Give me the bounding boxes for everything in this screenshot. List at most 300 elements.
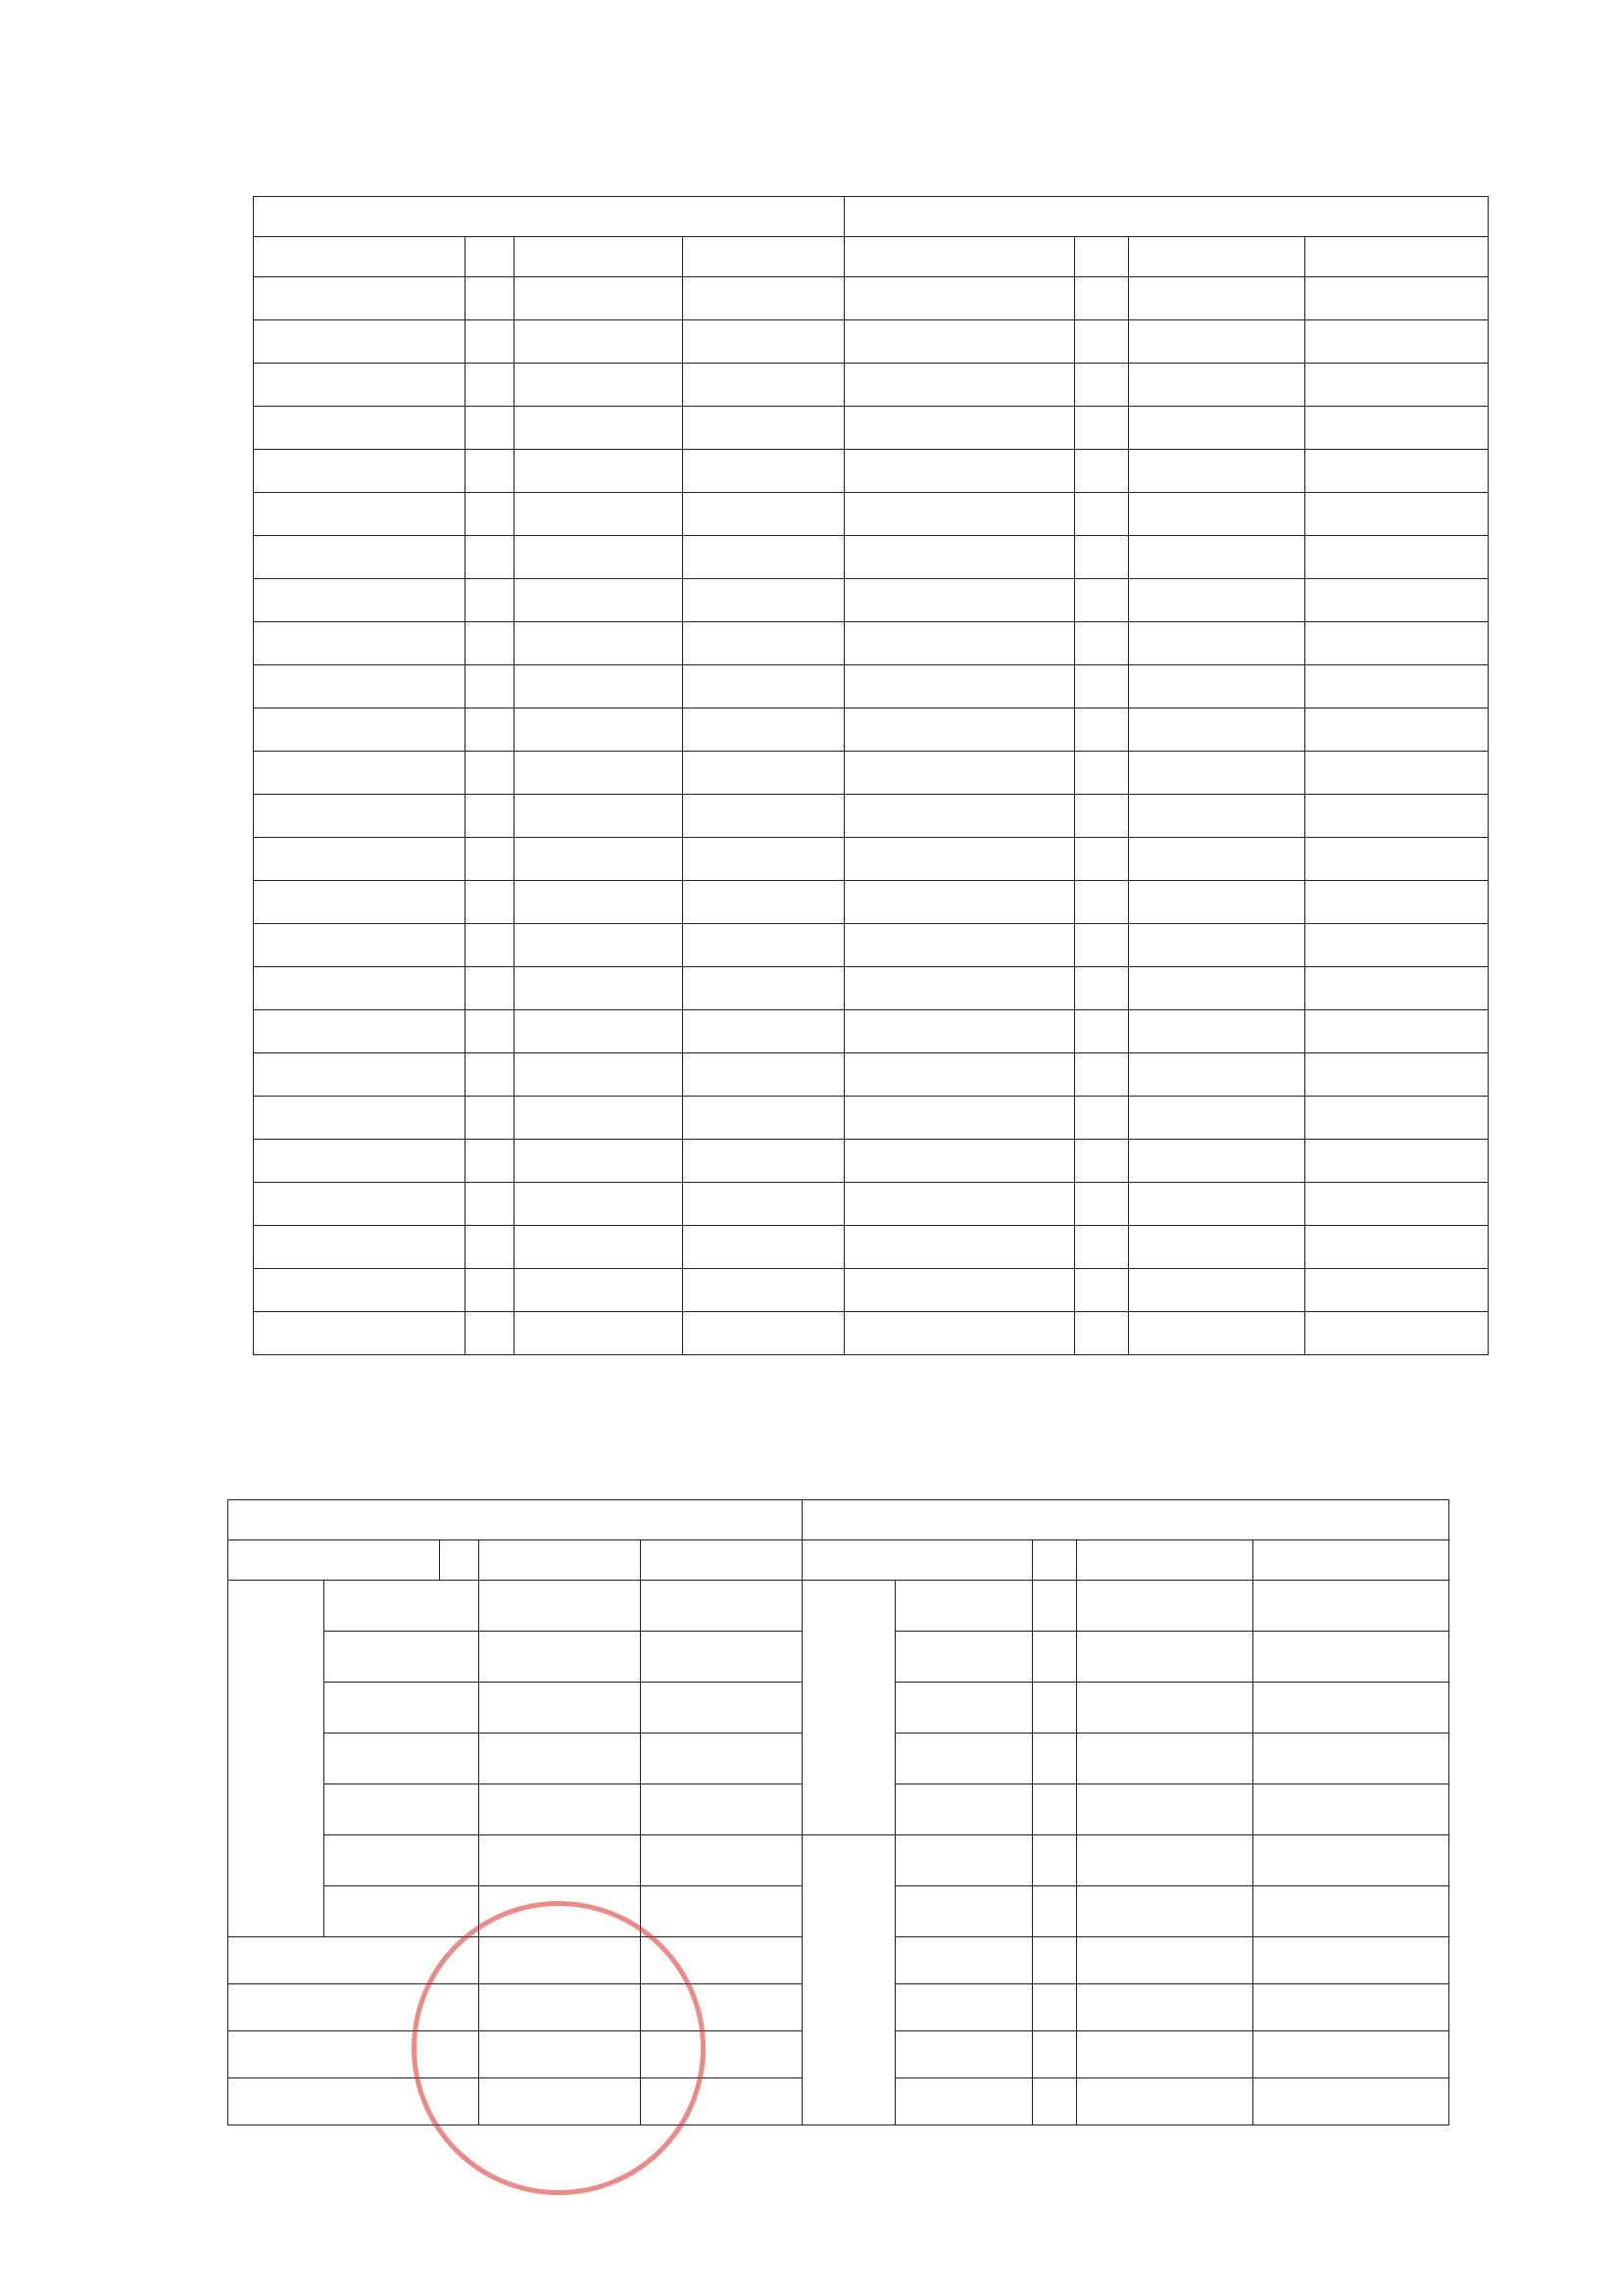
table-cell [1075,364,1129,407]
table-cell [1305,967,1489,1010]
table-row [254,708,1489,752]
table-cell [1075,493,1129,536]
table-cell [1077,1683,1253,1734]
table-cell [1305,665,1489,708]
table-cell [1033,1784,1077,1835]
table-cell [1305,1140,1489,1183]
table-cell [1033,1581,1077,1632]
table-cell [1253,1835,1449,1886]
table-row [254,665,1489,708]
table-cell [1075,708,1129,752]
table-cell [683,881,845,924]
table-cell [683,1097,845,1140]
table-cell [1305,1269,1489,1312]
column-header [1033,1540,1077,1581]
column-header [683,237,845,277]
table-cell [1075,924,1129,967]
table-cell [465,277,514,320]
table-cell [896,1886,1033,1937]
table-cell [896,1632,1033,1683]
table-cell [479,1581,641,1632]
table-cell [324,1683,479,1734]
column-header [514,237,683,277]
table-cell [1129,1183,1305,1226]
table-cell [254,924,465,967]
appendix-table [227,1499,1449,2125]
table-cell [324,1581,479,1632]
table-row [254,536,1489,579]
table-row [254,1269,1489,1312]
table-cell [845,1140,1075,1183]
table-cell [254,795,465,838]
table-cell [324,1632,479,1683]
table-cell [514,450,683,493]
table-cell [1129,1010,1305,1053]
table-cell [514,1010,683,1053]
table-row [254,881,1489,924]
table-cell [1075,1226,1129,1269]
column-header [845,237,1075,277]
table-cell [845,277,1075,320]
table-cell [845,1097,1075,1140]
column-header [465,237,514,277]
table-row [254,493,1489,536]
table-row [254,450,1489,493]
table-cell [683,1183,845,1226]
table-cell [641,1886,803,1937]
table-cell [465,1269,514,1312]
table-cell [324,1784,479,1835]
table-cell [845,881,1075,924]
table-cell [1305,364,1489,407]
table-cell [1033,1632,1077,1683]
table-cell [845,967,1075,1010]
table-cell [465,967,514,1010]
table-cell [465,1053,514,1097]
table-cell [1129,407,1305,450]
table-cell [683,752,845,795]
table-cell [1129,1312,1305,1355]
table-cell [514,838,683,881]
table-row [228,1835,1449,1886]
table-cell [683,622,845,665]
table-cell [1129,924,1305,967]
table-cell [845,320,1075,364]
table-cell [1129,795,1305,838]
table-cell [1075,967,1129,1010]
table-cell [514,1053,683,1097]
table-cell [896,2031,1033,2078]
table-cell [254,1140,465,1183]
table-cell [1305,1053,1489,1097]
table-cell [1129,1269,1305,1312]
table-cell [1129,493,1305,536]
table-cell [641,1683,803,1734]
table-cell [254,622,465,665]
table-cell [1129,881,1305,924]
table-cell [1305,708,1489,752]
table-cell [1305,924,1489,967]
table-cell [1129,1053,1305,1097]
table-cell [1129,967,1305,1010]
table-cell [254,1010,465,1053]
table-cell [1253,1984,1449,2031]
table-cell [1305,838,1489,881]
table-cell [641,1632,803,1683]
table-cell [896,1683,1033,1734]
table-cell [1253,1886,1449,1937]
table-row [254,924,1489,967]
table-cell [254,1226,465,1269]
table-cell [1033,2031,1077,2078]
table-cell [1077,1734,1253,1784]
column-header [1253,1540,1449,1581]
table-cell [1075,1053,1129,1097]
table-cell [845,579,1075,622]
table-cell [1305,450,1489,493]
column-header [1129,237,1305,277]
table-cell [683,1269,845,1312]
table-cell [845,1053,1075,1097]
table-cell [683,708,845,752]
table-cell [1129,579,1305,622]
table-row [254,838,1489,881]
table-cell [1305,622,1489,665]
table-cell [465,1183,514,1226]
table-cell [514,622,683,665]
table-cell [514,1140,683,1183]
column-header [1077,1540,1253,1581]
table-cell [1253,1581,1449,1632]
table-row [254,795,1489,838]
table-cell [1129,1226,1305,1269]
table-cell [1129,838,1305,881]
table-cell [465,1312,514,1355]
table-cell [1305,536,1489,579]
table-cell [465,1140,514,1183]
table-cell [1033,2078,1077,2125]
table-cell [683,579,845,622]
table-cell [254,665,465,708]
table-cell [465,1097,514,1140]
official-seal [412,1901,706,2195]
table-cell [465,924,514,967]
table-cell [1253,1784,1449,1835]
table-cell [465,752,514,795]
table-cell [1305,1312,1489,1355]
table-cell [1129,665,1305,708]
table-row [254,1140,1489,1183]
table-cell [514,1183,683,1226]
liab-section-header [845,197,1489,237]
table-cell [896,1835,1033,1886]
table-cell [641,1581,803,1632]
table-cell [1305,407,1489,450]
table-cell [254,277,465,320]
table-cell [683,320,845,364]
table-cell [514,277,683,320]
table-cell [896,1581,1033,1632]
table-cell [514,795,683,838]
table-cell [1075,536,1129,579]
table-cell [683,838,845,881]
table-cell [683,1053,845,1097]
table-cell [1077,2031,1253,2078]
table-cell [1075,622,1129,665]
table-cell [1305,1226,1489,1269]
table-cell [641,1784,803,1835]
table-cell [1075,881,1129,924]
table-cell [845,1269,1075,1312]
table-cell [845,1010,1075,1053]
table-cell [1075,579,1129,622]
table-cell [641,1835,803,1886]
table-cell [845,665,1075,708]
table-cell [1077,2078,1253,2125]
column-header [254,237,465,277]
table-cell [1253,2031,1449,2078]
liab-group-label [803,1581,896,1835]
table-cell [683,450,845,493]
table-cell [1075,450,1129,493]
table-cell [896,1984,1033,2031]
asset-group-label [228,1581,324,1937]
table-cell [465,795,514,838]
table-cell [1253,1937,1449,1984]
column-header [228,1540,440,1581]
column-header [803,1540,1033,1581]
table-cell [514,493,683,536]
table-cell [683,277,845,320]
table-cell [1305,320,1489,364]
table-cell [1253,1683,1449,1734]
table-cell [254,536,465,579]
table-cell [514,1226,683,1269]
table-cell [254,881,465,924]
table-cell [514,1097,683,1140]
table-cell [845,407,1075,450]
table-cell [641,1734,803,1784]
table-row [254,1226,1489,1269]
table-cell [1075,795,1129,838]
table-cell [254,708,465,752]
table-cell [683,795,845,838]
table-cell [845,752,1075,795]
asset-section-header [254,197,845,237]
table-cell [254,450,465,493]
table-cell [1033,1984,1077,2031]
table-cell [465,407,514,450]
table-row [254,579,1489,622]
table-cell [465,881,514,924]
table-row [254,1312,1489,1355]
table-cell [845,450,1075,493]
table-cell [1033,1835,1077,1886]
table-cell [479,1784,641,1835]
table-cell [1075,320,1129,364]
table-cell [845,1226,1075,1269]
table-cell [896,2078,1033,2125]
column-header [479,1540,641,1581]
column-header [641,1540,803,1581]
table-cell [465,579,514,622]
table-cell [1033,1734,1077,1784]
table-cell [465,1226,514,1269]
table-cell [1129,320,1305,364]
table-cell [1305,277,1489,320]
table-cell [479,1835,641,1886]
table-row [254,1053,1489,1097]
table-cell [1033,1683,1077,1734]
table-cell [465,493,514,536]
table-row [254,622,1489,665]
table-cell [1129,364,1305,407]
table-cell [465,622,514,665]
table-cell [1305,752,1489,795]
table-cell [465,536,514,579]
table-cell [1305,1097,1489,1140]
table-cell [254,1312,465,1355]
table-cell [254,493,465,536]
table-cell [479,1632,641,1683]
table-cell [514,407,683,450]
table-cell [1129,1097,1305,1140]
table-cell [1129,536,1305,579]
table-cell [845,838,1075,881]
table-cell [1253,1632,1449,1683]
table-cell [254,320,465,364]
table-cell [1075,407,1129,450]
table-cell [1075,277,1129,320]
table-cell [1075,752,1129,795]
table-cell [896,1784,1033,1835]
table-cell [254,1053,465,1097]
table-cell [683,1010,845,1053]
table-cell [1077,1937,1253,1984]
table-cell [514,967,683,1010]
table-cell [896,1937,1033,1984]
table-cell [254,364,465,407]
table-cell [254,752,465,795]
table-cell [683,536,845,579]
table-cell [514,364,683,407]
table-cell [683,1312,845,1355]
table-cell [683,407,845,450]
table-cell [254,1183,465,1226]
table-cell [845,364,1075,407]
table-cell [324,1734,479,1784]
table-cell [254,1269,465,1312]
table-cell [254,407,465,450]
column-header [440,1540,479,1581]
balance-sheet-table [253,196,1489,1355]
table-cell [514,665,683,708]
liab-group-label [803,1835,896,2125]
table-cell [845,924,1075,967]
table-cell [1033,1937,1077,1984]
table-cell [1129,1140,1305,1183]
table-cell [514,708,683,752]
table-cell [845,795,1075,838]
table-row [228,1581,1449,1632]
table-cell [845,536,1075,579]
appendix-liab-header [803,1500,1449,1540]
table-row [254,1097,1489,1140]
table-cell [1075,1269,1129,1312]
table-cell [1033,1886,1077,1937]
table-cell [1075,1312,1129,1355]
table-cell [1305,493,1489,536]
table-cell [514,924,683,967]
table-cell [465,364,514,407]
table-cell [465,1010,514,1053]
table-cell [254,1097,465,1140]
table-cell [514,752,683,795]
table-cell [254,838,465,881]
table-row [254,277,1489,320]
table-cell [683,364,845,407]
table-cell [1077,1784,1253,1835]
table-cell [1077,1581,1253,1632]
table-cell [465,708,514,752]
table-row [254,1010,1489,1053]
table-cell [514,579,683,622]
table-cell [479,1683,641,1734]
table-cell [465,665,514,708]
table-cell [1129,708,1305,752]
table-cell [1075,838,1129,881]
table-cell [1253,1734,1449,1784]
table-cell [845,622,1075,665]
table-cell [683,1140,845,1183]
table-cell [324,1835,479,1886]
table-cell [1075,1140,1129,1183]
table-cell [1305,795,1489,838]
table-cell [1305,1183,1489,1226]
table-cell [1129,622,1305,665]
table-row [254,407,1489,450]
table-cell [514,1312,683,1355]
table-cell [514,320,683,364]
column-header [1305,237,1489,277]
table-cell [1077,1632,1253,1683]
table-cell [845,708,1075,752]
table-cell [845,493,1075,536]
table-row [254,1183,1489,1226]
table-cell [514,1269,683,1312]
table-cell [479,1734,641,1784]
table-cell [896,1734,1033,1784]
table-row [254,967,1489,1010]
table-cell [465,838,514,881]
table-cell [1075,1183,1129,1226]
table-cell [465,320,514,364]
table-row [254,320,1489,364]
table-cell [845,1312,1075,1355]
table-cell [1075,665,1129,708]
table-cell [1075,1097,1129,1140]
table-cell [845,1183,1075,1226]
table-cell [683,493,845,536]
table-cell [254,579,465,622]
table-cell [1305,1010,1489,1053]
column-header [1075,237,1129,277]
table-cell [1305,579,1489,622]
table-cell [1077,1835,1253,1886]
table-cell [1077,1886,1253,1937]
table-row [254,364,1489,407]
table-cell [514,536,683,579]
